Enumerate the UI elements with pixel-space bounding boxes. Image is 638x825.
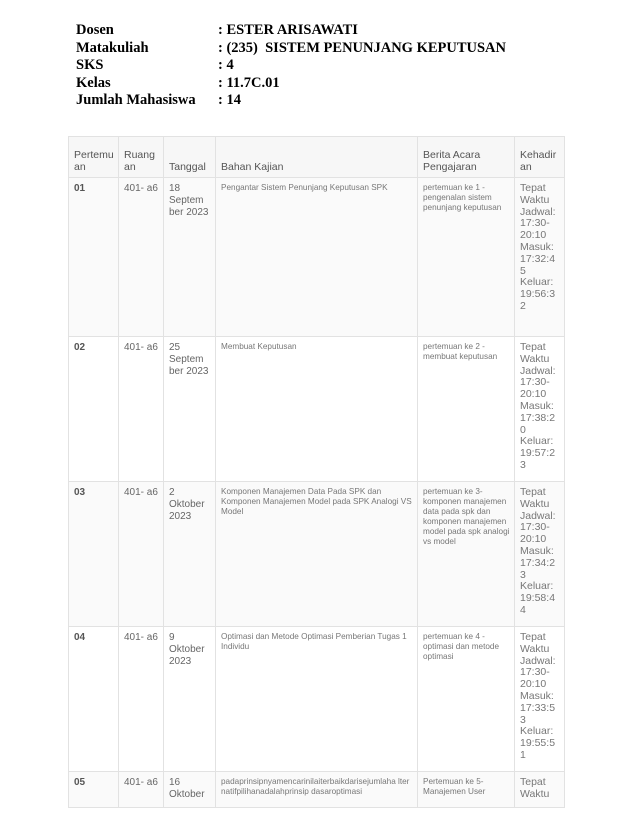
column-header-ruangan: Ruang an — [119, 137, 164, 178]
cell-kehadiran: Tepat Waktu — [515, 772, 565, 808]
jumlah-row — [76, 92, 506, 110]
cell-tanggal: 16 Oktober — [164, 772, 216, 808]
dosen-row — [76, 22, 506, 40]
table-row — [69, 772, 565, 808]
cell-bahan-kajian: Membuat Keputusan — [216, 337, 418, 482]
column-header-kehadiran: Kehadir an — [515, 137, 565, 178]
cell-bahan-kajian: Pengantar Sistem Penunjang Keputusan SPK — [216, 178, 418, 337]
column-header-tanggal: Tanggal — [164, 137, 216, 178]
cell-tanggal: 25 Septem ber 2023 — [164, 337, 216, 482]
matakuliah-row — [76, 40, 506, 58]
cell-berita-acara: pertemuan ke 4 - optimasi dan metode optimasi — [418, 627, 515, 772]
table-row — [69, 337, 565, 482]
cell-pertemuan: 03 — [69, 482, 119, 627]
cell-ruangan: 401- a6 — [119, 482, 164, 627]
cell-berita-acara: Pertemuan ke 5- Manajemen User — [418, 772, 515, 808]
table-row — [69, 627, 565, 772]
cell-ruangan: 401- a6 — [119, 337, 164, 482]
table-header-row — [69, 137, 565, 178]
sks-label: SKS — [76, 57, 104, 73]
column-header-bahan-kajian: Bahan Kajian — [216, 137, 418, 178]
cell-bahan-kajian: padaprinsipnyamencarinilaiterbaikdarisejumlaha lternatifpilihanadalahprinsip dasaroptimasi — [216, 772, 418, 808]
cell-tanggal: 18 Septem ber 2023 — [164, 178, 216, 337]
cell-kehadiran: Tepat Waktu Jadwal: 17:30- 20:10 Masuk: 17:34:2 3 Keluar: 19:58:4 4 — [515, 482, 565, 627]
cell-berita-acara: pertemuan ke 3- komponen manajemen data pada spk dan komponen manajemen model pada spk analogi vs model — [418, 482, 515, 627]
cell-ruangan: 401- a6 — [119, 772, 164, 808]
cell-pertemuan: 01 — [69, 178, 119, 337]
cell-kehadiran: Tepat Waktu Jadwal: 17:30- 20:10 Masuk: 17:33:5 3 Keluar: 19:55:5 1 — [515, 627, 565, 772]
cell-ruangan: 401- a6 — [119, 627, 164, 772]
cell-pertemuan: 05 — [69, 772, 119, 808]
kelas-label: Kelas — [76, 74, 111, 91]
kelas-value: : 11.7C.01 — [218, 74, 280, 91]
attendance-table — [68, 136, 565, 808]
dosen-label: Dosen — [76, 22, 114, 38]
cell-pertemuan: 02 — [69, 337, 119, 482]
kelas-row — [76, 75, 506, 93]
cell-bahan-kajian: Komponen Manajemen Data Pada SPK dan Komponen Manajemen Model pada SPK Analogi VS Model — [216, 482, 418, 627]
cell-tanggal: 9 Oktober 2023 — [164, 627, 216, 772]
cell-tanggal: 2 Oktober 2023 — [164, 482, 216, 627]
jumlah-label: Jumlah Mahasiswa — [76, 92, 196, 108]
table-row — [69, 178, 565, 337]
column-header-berita-acara: Berita Acara Pengajaran — [418, 137, 515, 178]
cell-berita-acara: pertemuan ke 1 - pengenalan sistem penunjang keputusan — [418, 178, 515, 337]
jumlah-value: : 14 — [218, 92, 241, 108]
table-row — [69, 482, 565, 627]
matakuliah-value: : (235) SISTEM PENUNJANG KEPUTUSAN — [218, 39, 507, 56]
sks-row — [76, 57, 506, 75]
cell-ruangan: 401- a6 — [119, 178, 164, 337]
cell-bahan-kajian: Optimasi dan Metode Optimasi Pemberian Tugas 1 Individu — [216, 627, 418, 772]
cell-kehadiran: Tepat Waktu Jadwal: 17:30- 20:10 Masuk: 17:32:4 5 Keluar: 19:56:3 2 — [515, 178, 565, 337]
matakuliah-label: Matakuliah — [76, 39, 149, 56]
sks-value: : 4 — [218, 57, 234, 73]
cell-kehadiran: Tepat Waktu Jadwal: 17:30- 20:10 Masuk: 17:38:2 0 Keluar: 19:57:2 3 — [515, 337, 565, 482]
column-header-pertemuan: Pertemu an — [69, 137, 119, 178]
course-info — [76, 22, 506, 110]
cell-berita-acara: pertemuan ke 2 - membuat keputusan — [418, 337, 515, 482]
cell-pertemuan: 04 — [69, 627, 119, 772]
dosen-value: : ESTER ARISAWATI — [218, 22, 358, 38]
